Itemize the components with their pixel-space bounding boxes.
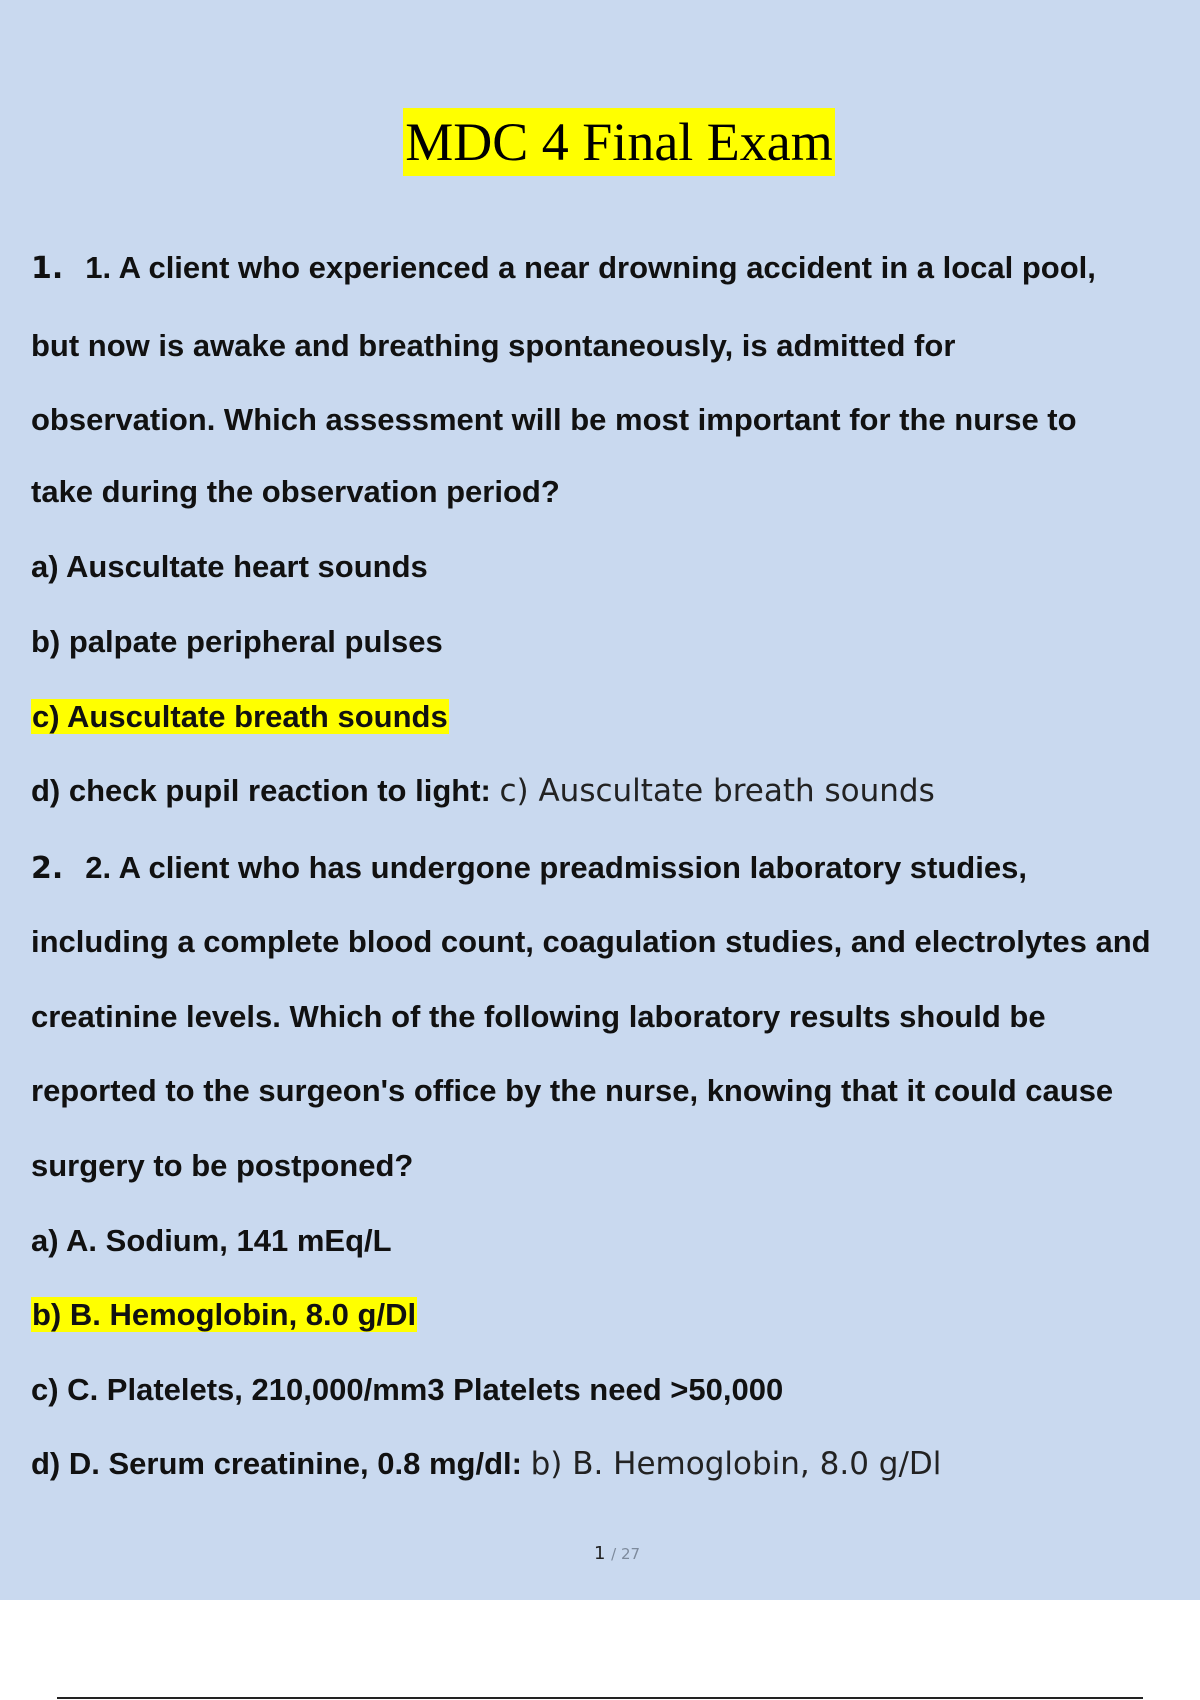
question-1-line-1 — [31, 248, 1096, 289]
question-1-text-line: observation. Which assessment will be most important for the nurse to — [31, 402, 1077, 437]
highlighted-option: b) B. Hemoglobin, 8.0 g/Dl — [32, 1297, 417, 1332]
question-2-answer: b) B. Hemoglobin, 8.0 g/Dl — [530, 1446, 942, 1482]
option-d-text: d) check pupil reaction to light: — [31, 773, 491, 808]
question-2-number: 2. — [31, 851, 64, 886]
question-1-text-line: but now is awake and breathing spontaneously, is admitted for — [31, 328, 956, 363]
question-1-number: 1. — [31, 251, 64, 286]
question-2-option-b — [31, 1295, 417, 1335]
question-2-option-a: a) A. Sodium, 141 mEq/L — [31, 1223, 392, 1258]
option-d-text: d) D. Serum creatinine, 0.8 mg/dl: — [31, 1446, 522, 1481]
question-2-option-c: c) C. Platelets, 210,000/mm3 Platelets need >50,000 — [31, 1372, 784, 1407]
question-1-option-b: b) palpate peripheral pulses — [31, 624, 443, 659]
question-2-option-d — [31, 1444, 941, 1484]
highlighted-option: c) Auscultate breath sounds — [32, 699, 448, 734]
question-1-text-line: 1. A client who experienced a near drowning accident in a local pool, — [85, 250, 1096, 285]
question-2-line-1 — [31, 848, 1027, 889]
question-2-text-line: including a complete blood count, coagulation studies, and electrolytes and — [31, 924, 1151, 959]
question-1-option-a: a) Auscultate heart sounds — [31, 549, 428, 584]
question-2-text-line: reported to the surgeon's office by the nurse, knowing that it could cause — [31, 1073, 1114, 1108]
question-1-option-c — [31, 697, 449, 737]
question-2-text-line: creatinine levels. Which of the following laboratory results should be — [31, 999, 1046, 1034]
question-2-text-line: surgery to be postponed? — [31, 1148, 414, 1183]
question-1-option-d — [31, 771, 935, 811]
total-pages: / 27 — [611, 1545, 641, 1563]
question-1-answer: c) Auscultate breath sounds — [499, 773, 935, 809]
footer-divider — [57, 1697, 1143, 1699]
current-page: 1 — [593, 1543, 606, 1564]
page-indicator — [0, 1543, 1200, 1564]
document-title: MDC 4 Final Exam — [403, 108, 835, 176]
question-1-text-line: take during the observation period? — [31, 474, 560, 509]
question-2-text-line: 2. A client who has undergone preadmission laboratory studies, — [85, 850, 1027, 885]
title-container — [0, 108, 1200, 176]
